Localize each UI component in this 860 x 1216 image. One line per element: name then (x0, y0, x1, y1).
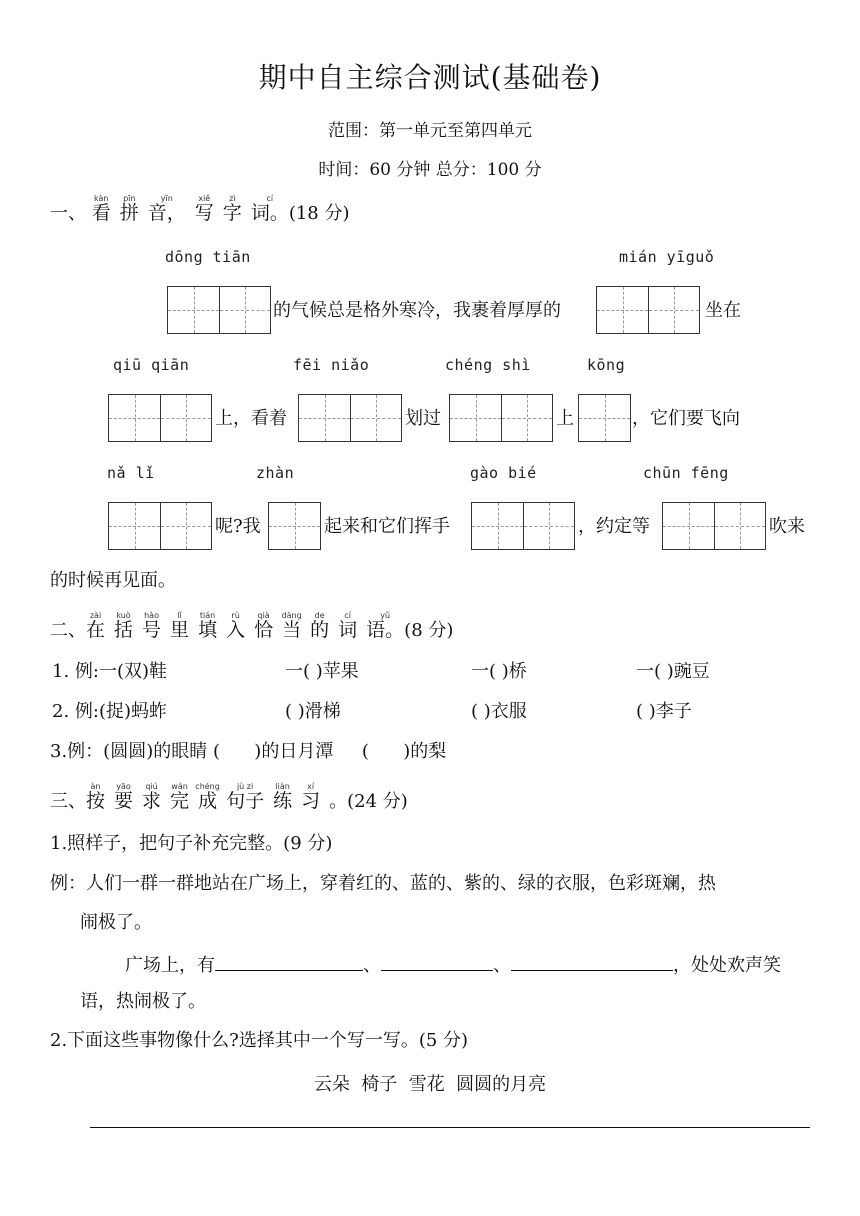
q3-1-fill-line: 广场上，有 、 、 ，处处欢声笑 (125, 952, 781, 977)
section1-heading: 一、 kàn 看 pīn 拼 yīn 音， xiě 写 zì 字 cí 词。(18 分) (50, 194, 350, 224)
passage-text-9: ，约定等 (578, 516, 650, 537)
q2-row2-item1[interactable]: ( )滑梯 (285, 701, 341, 722)
section2-heading: 二、 zài 在 kuò 括 hào 号 lǐ 里 tián 填 rù 入 qià 恰 dàng 当 de 的 cí 词 yǔ 语。(8 分) (50, 611, 454, 641)
q3-2-options: 云朵 椅子 雪花 圆圆的月亮 (313, 1074, 547, 1095)
passage-text-2: 坐在 (705, 300, 741, 321)
answer-line[interactable] (90, 1127, 810, 1128)
page-title: 期中自主综合测试(基础卷) (258, 61, 602, 94)
passage-text-1: 的气候总是格外寒冷，我裹着厚厚的 (273, 300, 561, 321)
fill-blank-3[interactable] (511, 952, 673, 971)
time-score-line: 时间：60 分钟 总分：100 分 (318, 160, 542, 180)
passage-text-10: 吹来 (769, 516, 805, 537)
pinyin-chunfeng: chūn fēng (643, 464, 729, 482)
fill-blank-1[interactable] (215, 952, 363, 971)
pinyin-feiniao: fēi niǎo (293, 356, 370, 374)
answer-grid-gaobie[interactable] (471, 502, 575, 550)
q3-2-instruction: 2.下面这些事物像什么?选择其中一个写一写。(5 分) (50, 1030, 469, 1051)
q3-1-fill-line2: 语，热闹极了。 (80, 991, 206, 1012)
passage-text-7: 呢?我 (215, 516, 261, 537)
answer-grid-nali[interactable] (108, 502, 212, 550)
answer-grid-zhan[interactable] (268, 502, 321, 550)
q3-1-example-line2: 闹极了。 (80, 912, 152, 933)
answer-grid-kong[interactable] (578, 394, 631, 442)
passage-text-4: 划过 (405, 408, 441, 429)
q3-1-example-line1: 例：人们一群一群地站在广场上，穿着红的、蓝的、紫的、绿的衣服，色彩斑斓，热 (50, 873, 716, 894)
section3-heading: 三、 àn 按 yāo 要 qiú 求 wán 完 chéng 成 jù zi 句子 liàn 练 xí 习 。(24 分) (50, 782, 408, 812)
q2-row1-example: 1. 例:一(双)鞋 (52, 661, 168, 682)
answer-grid-dongtian[interactable] (167, 286, 271, 334)
pinyin-chengshi: chéng shì (445, 356, 531, 374)
pinyin-gaobie: gào bié (470, 464, 537, 482)
q2-row2-example: 2. 例:(捉)蚂蚱 (52, 701, 168, 722)
q2-row1-item2[interactable]: 一( )桥 (471, 661, 527, 682)
passage-text-6: ，它们要飞向 (632, 408, 740, 429)
answer-grid-chengshi[interactable] (449, 394, 553, 442)
answer-grid-feiniao[interactable] (298, 394, 402, 442)
passage-text-11: 的时候再见面。 (50, 570, 176, 591)
q3-1-instruction: 1.照样子，把句子补充完整。(9 分) (50, 833, 333, 854)
q2-row2-item3[interactable]: ( )李子 (636, 701, 692, 722)
pinyin-nali: nǎ lǐ (107, 464, 155, 482)
scope-line: 范围：第一单元至第四单元 (328, 121, 532, 141)
q2-row3[interactable]: 3.例：(圆圆)的眼睛 ( )的日月潭 ( )的梨 (50, 741, 447, 762)
passage-text-5: 上 (556, 408, 574, 429)
passage-text-8: 起来和它们挥手 (324, 516, 450, 537)
answer-grid-qiuqian[interactable] (108, 394, 212, 442)
section1-ruby: kàn 看 pīn 拼 yīn 音， xiě 写 zì 字 cí 词。 (91, 194, 289, 224)
q2-row2-item2[interactable]: ( )衣服 (471, 701, 527, 722)
passage-text-3: 上，看着 (215, 408, 287, 429)
answer-grid-mianyiguo[interactable] (596, 286, 700, 334)
q2-row1-item1[interactable]: 一( )苹果 (285, 661, 359, 682)
pinyin-qiuqian: qiū qiān (113, 356, 190, 374)
pinyin-zhan: zhàn (256, 464, 295, 482)
pinyin-dongtian: dōng tiān (165, 248, 251, 266)
fill-blank-2[interactable] (381, 952, 493, 971)
pinyin-mianyiguo: mián yīguǒ (619, 248, 715, 266)
answer-grid-chunfeng[interactable] (662, 502, 766, 550)
pinyin-kong: kōng (587, 356, 626, 374)
q2-row1-item3[interactable]: 一( )豌豆 (636, 661, 710, 682)
